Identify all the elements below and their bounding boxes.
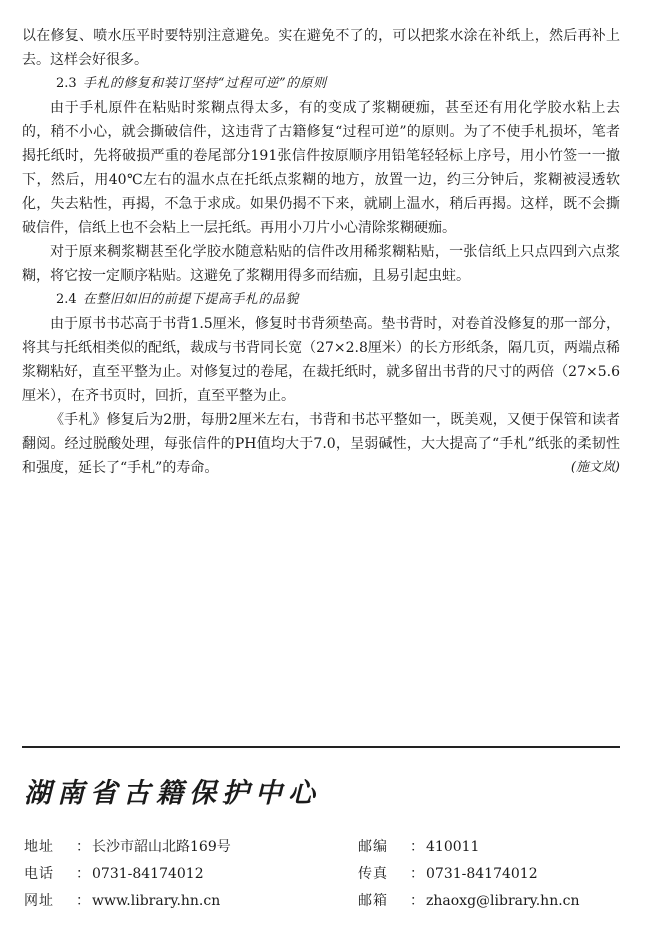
section-heading-2-4: [22, 288, 620, 312]
contact-value: 0731-84174012: [426, 866, 538, 882]
section-number: 2.4: [56, 292, 77, 307]
contact-value: 0731-84174012: [92, 866, 204, 882]
footer-divider: [22, 746, 620, 748]
contact-label: 邮编: [358, 839, 388, 855]
paragraph: 由于手札原件在粘贴时浆糊点得太多，有的变成了浆糊硬痂，甚至还有用化学胶水粘上去的，稍不小心，就会撕破信件，这违背了古籍修复“过程可逆”的原则。为了不使手札损坏，笔者揭托纸时，先将破损严重的卷尾部分191张信件按原顺序用铅笔轻轻标上序号，用小竹签一一撤下，然后，用40℃左右的温水点在托纸点浆糊的地方，放置一边，约三分钟后，浆糊被浸透软化，失去粘性，再揭，不急于求成。如果仍揭不下来，就刷上温水，稍后再揭。这样，既不会撕破信件，信纸上也不会粘上一层托纸。再用小刀片小心清除浆糊硬痂。: [22, 100, 620, 236]
section-number: 2.3: [56, 76, 77, 91]
contact-postcode: 邮编 ： 410011: [358, 834, 580, 861]
section-title: 在整旧如旧的前提下提高手札的品貌: [82, 292, 299, 307]
contact-label: 电话: [24, 866, 54, 882]
paragraph: 由于原书书芯高于书背1.5厘米，修复时书背须垫高。垫书背时，对卷首没修复的那一部分，将其与托纸相类似的配纸，裁成与书背同长宽（27×2.8厘米）的长方形纸条，隔几页，两端点稀浆糊粘好，直至平整为止。对修复过的卷尾，在裁托纸时，就多留出书背的尺寸的两倍（27×5.6厘米），在齐书页时，回折，直至平整为止。: [22, 316, 620, 404]
contact-column-right: [358, 834, 580, 915]
paragraph: 对于原来稠浆糊甚至化学胶水随意粘贴的信件改用稀浆糊粘贴，一张信纸上只点四到六点浆糊，将它按一定顺序粘贴。这避免了浆糊用得多而结痂，且易引起虫蛀。: [22, 244, 620, 284]
organization-name: 湖南省古籍保护中心: [24, 778, 321, 809]
email-link[interactable]: zhaoxg@library.hn.cn: [426, 893, 580, 909]
article-body: [22, 24, 620, 480]
contact-label: 传真: [358, 866, 388, 882]
paragraph-continuation: 以在修复、喷水压平时要特别注意避免。实在避免不了的，可以把浆水涂在补纸上，然后再补上去。这样会好很多。: [22, 28, 620, 68]
contact-label: 网址: [24, 893, 54, 909]
paragraph-final-text: 《手札》修复后为2册，每册2厘米左右，书背和书芯平整如一，既美观，又便于保管和读者翻阅。经过脱酸处理，每张信件的PH值均大于7.0，呈弱碱性，大大提高了“手札”纸张的柔韧性和强度，延长了“手札”的寿命。: [22, 412, 620, 476]
contact-email: 邮箱 ： zhaoxg@library.hn.cn: [358, 888, 580, 915]
contact-label: 邮箱: [358, 893, 388, 909]
author-signature: (施文岚): [570, 460, 620, 475]
contact-value: 长沙市韶山北路169号: [92, 839, 231, 855]
contact-label: 地址: [24, 839, 54, 855]
contact-column-left: [24, 834, 231, 915]
section-heading-2-3: [22, 72, 620, 96]
section-title: 手札的修复和装订坚持“过程可逆”的原则: [82, 76, 327, 91]
contact-fax: 传真 ： 0731-84174012: [358, 861, 580, 888]
contact-website: 网址 ： www.library.hn.cn: [24, 888, 231, 915]
contact-address: 地址 ： 长沙市韶山北路169号: [24, 834, 231, 861]
paragraph-final: [22, 408, 620, 480]
contact-phone: 电话 ： 0731-84174012: [24, 861, 231, 888]
contact-value: 410011: [426, 839, 480, 855]
website-link[interactable]: www.library.hn.cn: [92, 893, 221, 909]
